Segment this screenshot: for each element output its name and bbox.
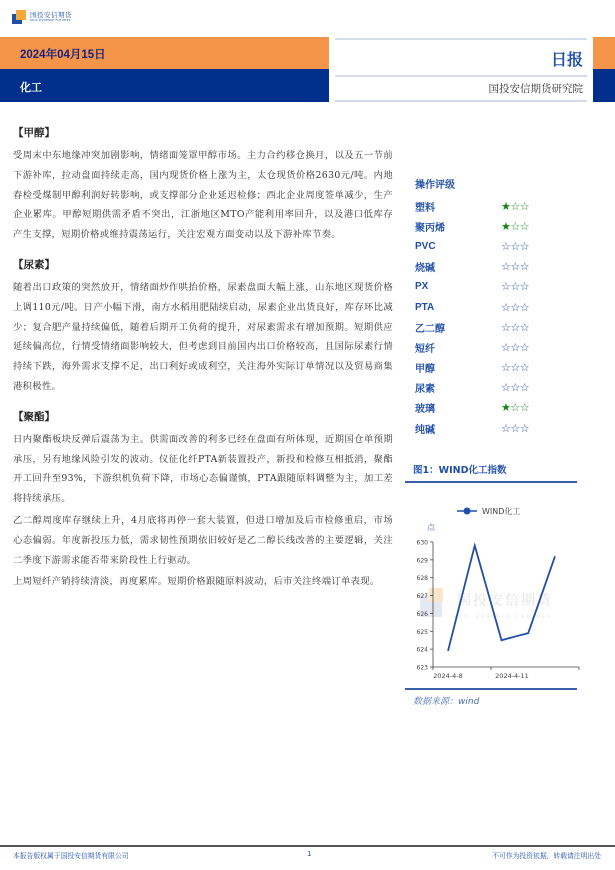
star-rating-icon bbox=[501, 220, 529, 233]
rating-row bbox=[415, 418, 615, 438]
legend-label: WIND化工 bbox=[482, 507, 521, 516]
star-empty-icon: ☆ bbox=[510, 421, 520, 435]
star-empty-icon: ☆ bbox=[519, 280, 530, 294]
footer-divider bbox=[0, 845, 615, 847]
x-tick-label: 2024-4-8 bbox=[433, 672, 463, 680]
report-title-box bbox=[329, 37, 593, 102]
y-tick-label: 623 bbox=[416, 664, 428, 672]
rating-row bbox=[415, 398, 615, 418]
star-empty-icon: ☆ bbox=[510, 320, 520, 334]
star-rating-icon bbox=[501, 240, 529, 253]
star-empty-icon: ☆ bbox=[501, 239, 511, 253]
section-polyester bbox=[13, 410, 393, 592]
star-empty-icon: ☆ bbox=[519, 381, 530, 395]
rating-commodity: PTA bbox=[415, 301, 435, 313]
star-empty-icon: ☆ bbox=[501, 300, 511, 314]
report-sector: 化工 bbox=[20, 81, 42, 94]
paragraph: 上周短纤产销持续清淡，再度累库。短期价格跟随原料波动，后市关注终端订单表现。 bbox=[13, 576, 380, 588]
commentary-column bbox=[13, 126, 393, 605]
star-rating-icon bbox=[501, 321, 529, 334]
star-empty-icon: ☆ bbox=[510, 300, 520, 314]
star-empty-icon: ☆ bbox=[510, 280, 520, 294]
y-axis-label: 点 bbox=[427, 523, 435, 532]
star-empty-icon: ☆ bbox=[501, 361, 511, 375]
y-tick-label: 624 bbox=[416, 646, 428, 654]
star-filled-icon: ★ bbox=[501, 401, 511, 415]
paragraph: 随着出口政策的突然放开，情绪面炒作哄抬价格，尿素盘面大幅上涨，山东地区现货价格上调110元/吨。日产小幅下滑，南方水稻用肥陆续启动，尿素企业出货良好，库存环比减少；复合肥产量持续偏低，随着后期开工负荷的提升，对尿素需求有增加预期。短期供应延续偏高位，行情受情绪面影响较大，但考虑到目前国内出口价格较高，且国际尿素行情持续下跌，海外需求支撑不足，出口利好或成利空，关注海外实际订单情况以及贸易商集港积极性。 bbox=[13, 281, 393, 392]
star-empty-icon: ☆ bbox=[501, 340, 511, 354]
rating-row bbox=[415, 378, 615, 398]
rating-row bbox=[415, 196, 615, 216]
legend-marker-icon bbox=[464, 508, 471, 515]
rating-row bbox=[415, 358, 615, 378]
divider bbox=[335, 75, 587, 77]
ratings-header: 操作评级 bbox=[415, 180, 455, 191]
logo-en-text: SDIC ESSENCE FUTURES bbox=[30, 18, 71, 23]
rating-commodity: PVC bbox=[415, 240, 436, 252]
rating-commodity: 尿素 bbox=[415, 384, 435, 396]
section-urea bbox=[13, 258, 393, 397]
star-filled-icon: ★ bbox=[501, 199, 511, 213]
rating-row bbox=[415, 277, 615, 297]
star-empty-icon: ☆ bbox=[519, 300, 530, 314]
rating-commodity: 甲醇 bbox=[415, 364, 435, 376]
company-logo bbox=[12, 10, 72, 24]
rating-row bbox=[415, 297, 615, 317]
star-empty-icon: ☆ bbox=[519, 199, 530, 213]
star-empty-icon: ☆ bbox=[519, 340, 530, 354]
rating-commodity: 乙二醇 bbox=[415, 323, 445, 335]
ratings-list bbox=[415, 196, 615, 438]
star-empty-icon: ☆ bbox=[510, 401, 520, 415]
star-empty-icon: ☆ bbox=[510, 199, 520, 213]
footer-copyright: 本报告版权属于国投安信期货有限公司 bbox=[13, 852, 129, 860]
figure-source: 数据来源：wind bbox=[413, 697, 480, 707]
institute-name: 国投安信期货研究院 bbox=[488, 83, 583, 95]
logo-mark-icon bbox=[12, 10, 26, 24]
star-empty-icon: ☆ bbox=[510, 239, 520, 253]
star-rating-icon bbox=[501, 422, 529, 435]
star-rating-icon bbox=[501, 200, 529, 213]
y-tick-label: 625 bbox=[416, 628, 428, 636]
star-empty-icon: ☆ bbox=[501, 320, 511, 334]
star-empty-icon: ☆ bbox=[510, 381, 520, 395]
figure-title: 图1：WIND化工指数 bbox=[413, 465, 507, 476]
star-rating-icon bbox=[501, 381, 529, 394]
star-empty-icon: ☆ bbox=[510, 260, 520, 274]
rating-commodity: PX bbox=[415, 281, 429, 293]
star-empty-icon: ☆ bbox=[519, 320, 530, 334]
star-empty-icon: ☆ bbox=[510, 340, 520, 354]
chart-canvas bbox=[405, 490, 605, 685]
watermark-text: 国投安信期货 bbox=[457, 593, 553, 609]
figure-bottom-rule bbox=[405, 688, 577, 690]
rating-commodity: 短纤 bbox=[415, 343, 435, 355]
y-tick-label: 630 bbox=[416, 539, 428, 547]
rating-commodity: 玻璃 bbox=[415, 404, 435, 416]
rating-commodity: 纯碱 bbox=[415, 424, 435, 436]
y-tick-label: 626 bbox=[416, 610, 428, 618]
star-filled-icon: ★ bbox=[501, 219, 511, 233]
star-rating-icon bbox=[501, 341, 529, 354]
star-rating-icon bbox=[501, 260, 529, 273]
x-tick-label: 2024-4-11 bbox=[495, 672, 529, 680]
report-type: 日报 bbox=[550, 50, 583, 69]
star-empty-icon: ☆ bbox=[519, 401, 530, 415]
y-tick-label: 627 bbox=[416, 593, 428, 601]
star-empty-icon: ☆ bbox=[519, 239, 530, 253]
paragraph: 乙二醇周度库存继续上升，4月底将再停一套大装置，但进口增加及后市检修重启，市场心态偏弱。年度新投压力低，需求韧性预期依旧较好是乙二醇长线改善的主要逻辑，关注二季度下游需求能否带来阶段性上行驱动。 bbox=[13, 514, 393, 566]
star-empty-icon: ☆ bbox=[510, 219, 520, 233]
star-empty-icon: ☆ bbox=[501, 381, 511, 395]
divider bbox=[335, 38, 587, 40]
section-title: 【甲醇】 bbox=[13, 127, 55, 139]
rating-commodity: 塑料 bbox=[415, 202, 435, 214]
section-methanol bbox=[13, 126, 393, 245]
rating-row bbox=[415, 236, 615, 256]
star-empty-icon: ☆ bbox=[501, 280, 511, 294]
logo-cn-text: 国投安信期货 bbox=[30, 10, 72, 19]
star-empty-icon: ☆ bbox=[519, 421, 530, 435]
star-rating-icon bbox=[501, 280, 529, 293]
rating-row bbox=[415, 216, 615, 236]
page-number: 1 bbox=[307, 850, 312, 858]
report-date: 2024年04月15日 bbox=[20, 49, 106, 61]
paragraph: 受周末中东地缘冲突加剧影响，情绪面笼罩甲醇市场。主力合约移仓换月，以及五一节前下游补库，拉动盘面持续走高，国内现货价格上涨为主，太仓现货价格2630元/吨。内地春检受煤制甲醇利润好转影响，或支撑部分企业延迟检修；西北企业周度签单减少，生产企业累库。甲醇短期供需矛盾不突出，江浙地区MTO产能利用率回升，以及港口低库存产生支撑，短期价格或维持震荡运行，关注宏观方面变动以及下游补库节奏。 bbox=[13, 150, 393, 241]
rating-row bbox=[415, 257, 615, 277]
line-chart bbox=[405, 490, 605, 685]
star-empty-icon: ☆ bbox=[501, 421, 511, 435]
svg-text:SDIC ESSENCE FUTURES: SDIC ESSENCE FUTURES bbox=[453, 615, 553, 620]
star-rating-icon bbox=[501, 361, 529, 374]
y-tick-label: 628 bbox=[416, 575, 428, 583]
star-rating-icon bbox=[501, 301, 529, 314]
rating-commodity: 聚丙烯 bbox=[415, 222, 445, 234]
section-title: 【尿素】 bbox=[13, 258, 55, 271]
section-title: 【聚酯】 bbox=[13, 410, 55, 423]
star-empty-icon: ☆ bbox=[519, 260, 530, 274]
footer-disclaimer: 不可作为投资依据，转载请注明出处 bbox=[492, 852, 601, 860]
rating-row bbox=[415, 337, 615, 357]
ratings-panel bbox=[415, 176, 615, 438]
y-tick-label: 629 bbox=[416, 557, 428, 565]
figure-top-rule bbox=[405, 481, 577, 483]
paragraph: 日内聚酯板块反弹后震荡为主。供需面改善的利多已经在盘面有所体现，近期国仓单预期承压，另有地缘风险引发的波动。仪征化纤PTA新装置投产，新投和检修互相抵消，聚酯开工回升至93%，下游织机负荷下降，市场心态偏谨慎，PTA跟随原料调整为主，加工差将持续承压。 bbox=[13, 433, 393, 505]
rating-commodity: 烧碱 bbox=[415, 263, 435, 275]
star-empty-icon: ☆ bbox=[519, 219, 530, 233]
star-empty-icon: ☆ bbox=[510, 361, 520, 375]
divider bbox=[335, 100, 587, 102]
star-empty-icon: ☆ bbox=[501, 260, 511, 274]
star-rating-icon bbox=[501, 401, 529, 414]
rating-row bbox=[415, 317, 615, 337]
star-empty-icon: ☆ bbox=[519, 361, 530, 375]
